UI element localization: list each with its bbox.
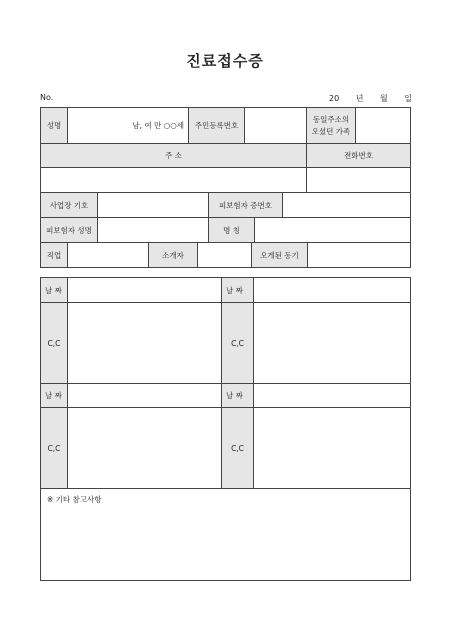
same-address-label-line1: 동일주소의	[312, 114, 350, 124]
workplace-code-field[interactable]	[97, 192, 209, 218]
insured-name-label: 피보험자 성명	[40, 217, 98, 243]
insured-card-number-field[interactable]	[282, 192, 411, 218]
visit-date-field[interactable]	[253, 277, 411, 303]
date-month-label: 월	[380, 94, 388, 103]
visit-date-label: 날 짜	[221, 277, 254, 303]
business-title-label: 명 칭	[208, 217, 255, 243]
address-label: 주 소	[40, 143, 307, 168]
phone-field[interactable]	[306, 167, 411, 193]
chief-complaint-field[interactable]	[67, 407, 222, 489]
rrn-label: 주민등록번호	[188, 107, 245, 144]
job-label: 직업	[40, 242, 68, 268]
same-address-label-line2: 오셨던 가족	[311, 126, 351, 136]
chief-complaint-field[interactable]	[253, 302, 411, 384]
insured-name-field[interactable]	[97, 217, 209, 243]
workplace-code-label: 사업장 기호	[40, 192, 98, 218]
insured-card-number-label: 피보험자 증번호	[208, 192, 283, 218]
chief-complaint-label: C,C	[40, 302, 68, 384]
rrn-field[interactable]	[244, 107, 307, 144]
visit-date-field[interactable]	[67, 277, 222, 303]
job-field[interactable]	[67, 242, 149, 268]
visit-date-field[interactable]	[253, 383, 411, 408]
visit-date-label: 날 짜	[40, 277, 68, 303]
chief-complaint-label: C,C	[221, 302, 254, 384]
form-number-label: No.	[40, 93, 54, 102]
gender-age-field[interactable]: 남, 여 만 ○○세	[67, 107, 189, 144]
chief-complaint-field[interactable]	[67, 302, 222, 384]
name-label: 성명	[40, 107, 68, 144]
notes-area[interactable]	[40, 488, 411, 581]
same-address-family-field[interactable]	[355, 107, 411, 144]
date-day-label: 일	[404, 94, 413, 103]
business-title-field[interactable]	[254, 217, 411, 243]
visit-date-label: 날 짜	[221, 383, 254, 408]
date-year-label: 년	[355, 94, 364, 103]
visit-date-field[interactable]	[67, 383, 222, 408]
form-title: 진료접수증	[186, 52, 264, 70]
visit-date-label: 날 짜	[40, 383, 68, 408]
referrer-field[interactable]	[197, 242, 252, 268]
visit-motive-label: 오게된 동기	[251, 242, 308, 268]
same-address-family-label	[306, 107, 356, 144]
chief-complaint-field[interactable]	[253, 407, 411, 489]
address-field[interactable]	[40, 167, 307, 193]
referrer-label: 소개자	[148, 242, 198, 268]
issue-date	[329, 93, 412, 104]
date-prefix: 20	[329, 94, 340, 103]
notes-label: ※ 기타 참고사항	[47, 495, 102, 504]
phone-label: 전화번호	[306, 143, 411, 168]
chief-complaint-label: C,C	[40, 407, 68, 489]
chief-complaint-label: C,C	[221, 407, 254, 489]
visit-motive-field[interactable]	[307, 242, 411, 268]
